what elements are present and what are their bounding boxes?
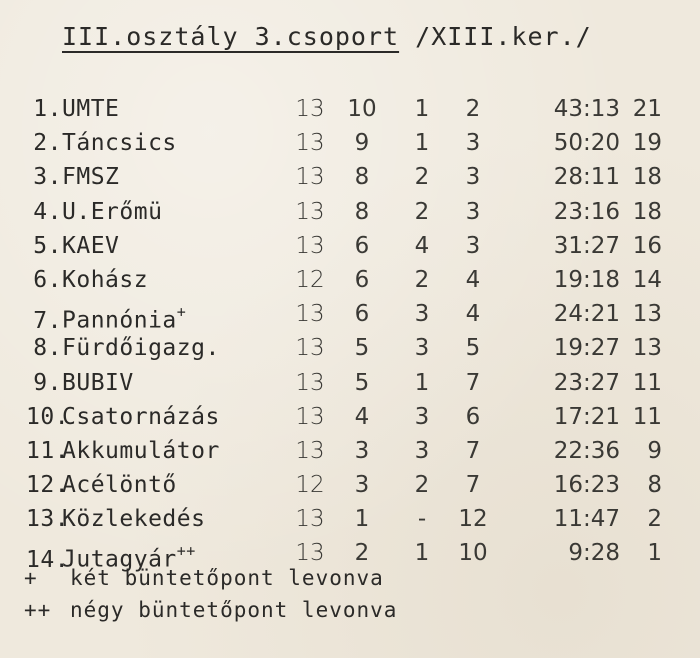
table-row [0, 366, 700, 400]
table-row [0, 92, 700, 126]
footnote-text: két büntetőpont levonva [70, 566, 384, 590]
footnote [24, 594, 397, 626]
team-name: Csatornázás [62, 403, 220, 430]
games-played: 13 [295, 506, 325, 533]
team-name: Közlekedés [62, 506, 206, 533]
team-name: UMTE [62, 96, 120, 122]
points: 21 [632, 96, 662, 122]
points: 18 [632, 164, 662, 191]
team-name: U.Erőmü [62, 198, 163, 225]
goal-ratio: 24:21 [553, 301, 620, 328]
rank: 13. [26, 506, 70, 533]
table-row [0, 331, 700, 365]
team-cell [26, 126, 288, 160]
rank: 1. [33, 96, 62, 122]
goal-ratio: 50:20 [553, 130, 620, 157]
footnote-mark: ++ [24, 598, 52, 622]
rank: 5. [33, 232, 62, 259]
losses: 3 [465, 232, 481, 259]
losses: 12 [458, 506, 488, 533]
games-played: 13 [295, 198, 325, 225]
team-name: Pannónia [62, 307, 177, 334]
goal-ratio: 31:27 [553, 232, 620, 259]
points: 1 [647, 540, 662, 567]
wins: 3 [354, 472, 370, 499]
rank: 7. [33, 307, 62, 334]
team-cell [26, 229, 288, 263]
team-cell [26, 263, 288, 297]
team-cell [26, 400, 288, 434]
standings-table [0, 92, 700, 574]
team-cell [26, 434, 288, 468]
team-cell [26, 468, 288, 502]
draws: 1 [414, 96, 430, 122]
wins: 5 [354, 369, 370, 396]
losses: 10 [458, 540, 488, 567]
penalty-mark: + [176, 303, 187, 322]
losses: 3 [465, 130, 481, 157]
footnotes [24, 562, 397, 626]
points: 11 [632, 403, 662, 430]
games-played: 13 [295, 403, 325, 430]
rank: 6. [33, 266, 62, 293]
wins: 5 [354, 335, 370, 362]
draws: 3 [414, 301, 430, 328]
wins: 6 [354, 301, 370, 328]
table-row [0, 468, 700, 502]
points: 16 [632, 232, 662, 259]
points: 9 [647, 437, 662, 464]
games-played: 13 [295, 369, 325, 396]
draws: 3 [414, 437, 430, 464]
draws: 1 [414, 369, 430, 396]
wins: 10 [347, 96, 377, 122]
draws: 1 [414, 130, 430, 157]
points: 18 [632, 198, 662, 225]
wins: 1 [354, 506, 370, 533]
footnote [24, 562, 397, 594]
draws: 4 [414, 232, 430, 259]
wins: 6 [354, 232, 370, 259]
draws: 3 [414, 335, 430, 362]
games-played: 13 [295, 96, 325, 122]
rank: 3. [33, 164, 62, 191]
team-name: Táncsics [62, 130, 177, 157]
losses: 2 [465, 96, 481, 122]
goal-ratio: 9:28 [568, 540, 620, 567]
losses: 6 [465, 403, 481, 430]
losses: 7 [465, 472, 481, 499]
games-played: 13 [295, 130, 325, 157]
points: 13 [632, 335, 662, 362]
goal-ratio: 23:27 [553, 369, 620, 396]
team-name: KAEV [62, 232, 120, 259]
games-played: 12 [295, 472, 325, 499]
games-played: 13 [295, 437, 325, 464]
team-cell [26, 331, 288, 365]
games-played: 13 [295, 232, 325, 259]
wins: 4 [354, 403, 370, 430]
title-district: /XIII.ker./ [415, 22, 592, 51]
losses: 7 [465, 369, 481, 396]
goal-ratio: 28:11 [553, 164, 620, 191]
table-row [0, 195, 700, 229]
rank: 2. [33, 130, 62, 157]
losses: 4 [465, 266, 481, 293]
table-row [0, 434, 700, 468]
draws: 2 [414, 164, 430, 191]
goal-ratio: 19:27 [553, 335, 620, 362]
title-group: III.osztály 3.csoport [62, 22, 400, 51]
team-name: Akkumulátor [62, 437, 220, 464]
draws: 2 [414, 198, 430, 225]
rank: 8. [33, 335, 62, 362]
wins: 8 [354, 164, 370, 191]
goal-ratio: 43:13 [553, 96, 620, 122]
team-name: Fürdőigazg. [62, 335, 220, 362]
losses: 3 [465, 198, 481, 225]
points: 14 [632, 266, 662, 293]
losses: 3 [465, 164, 481, 191]
rank: 12. [26, 472, 70, 499]
team-name: Jutagyár [62, 547, 177, 574]
team-cell [26, 502, 288, 536]
games-played: 13 [295, 335, 325, 362]
team-name: FMSZ [62, 164, 120, 191]
draws: 2 [414, 472, 430, 499]
table-row [0, 263, 700, 297]
rank: 14. [26, 547, 70, 574]
losses: 5 [465, 335, 481, 362]
points: 19 [632, 130, 662, 157]
rank: 11. [26, 437, 70, 464]
goal-ratio: 11:47 [553, 506, 620, 533]
document-title [62, 22, 592, 51]
footnote-text: négy büntetőpont levonva [70, 598, 398, 622]
losses: 4 [465, 301, 481, 328]
games-played: 13 [295, 540, 325, 567]
wins: 9 [354, 130, 370, 157]
rank: 10. [26, 403, 70, 430]
games-played: 12 [295, 266, 325, 293]
table-row [0, 297, 700, 334]
table-row [0, 126, 700, 160]
rank: 9. [33, 369, 62, 396]
draws: 3 [414, 403, 430, 430]
team-name: Kohász [62, 266, 149, 293]
draws: 1 [414, 540, 430, 567]
losses: 7 [465, 437, 481, 464]
wins: 6 [354, 266, 370, 293]
points: 13 [632, 301, 662, 328]
points: 11 [632, 369, 662, 396]
points: 2 [647, 506, 662, 533]
games-played: 13 [295, 164, 325, 191]
footnote-mark: + [24, 566, 38, 590]
team-cell [26, 195, 288, 229]
table-row [0, 229, 700, 263]
team-cell [26, 92, 288, 126]
team-cell [26, 366, 288, 400]
team-name: Acélöntő [62, 472, 177, 499]
games-played: 13 [295, 301, 325, 328]
wins: 2 [354, 540, 370, 567]
wins: 3 [354, 437, 370, 464]
rank: 4. [33, 198, 62, 225]
table-row [0, 160, 700, 194]
draws: 2 [414, 266, 430, 293]
goal-ratio: 22:36 [553, 437, 620, 464]
draws: - [417, 506, 427, 533]
points: 8 [647, 472, 662, 499]
goal-ratio: 17:21 [553, 403, 620, 430]
penalty-mark: ++ [176, 542, 196, 561]
goal-ratio: 23:16 [553, 198, 620, 225]
wins: 8 [354, 198, 370, 225]
table-row [0, 502, 700, 536]
goal-ratio: 16:23 [553, 472, 620, 499]
table-row [0, 400, 700, 434]
goal-ratio: 19:18 [553, 266, 620, 293]
team-name: BUBIV [62, 369, 134, 396]
team-cell [26, 160, 288, 194]
